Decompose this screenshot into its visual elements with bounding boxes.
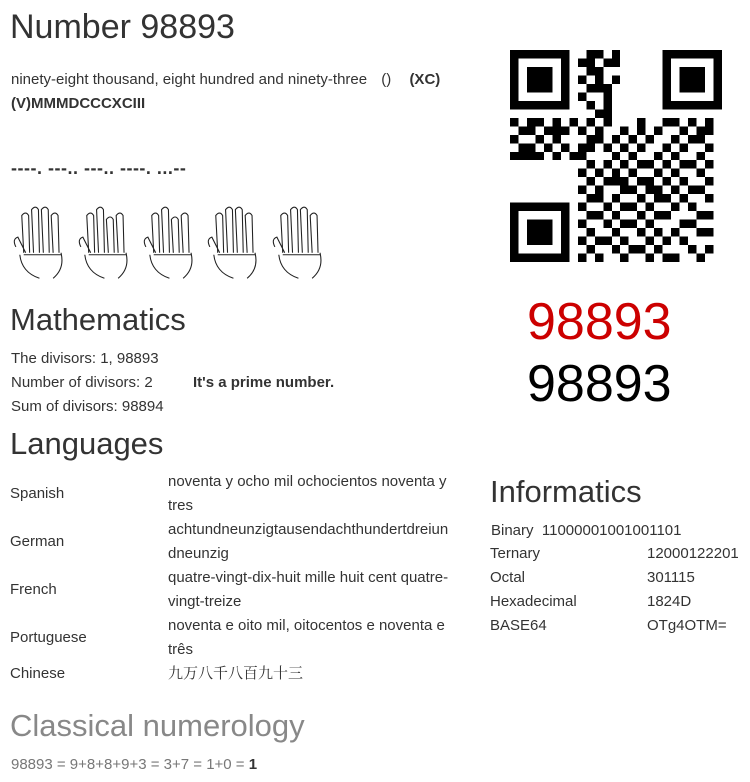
language-name: Portuguese: [10, 629, 87, 646]
translation-line: noventa e oito mil, oitocentos e noventa e: [168, 617, 445, 634]
language-row: [10, 662, 475, 686]
language-translation: [168, 614, 475, 662]
hand-sign-3: [269, 203, 330, 281]
number-of-divisors: Number of divisors: 2: [11, 374, 153, 391]
translation-line: noventa y ocho mil ochocientos noventa y: [168, 473, 447, 490]
language-row: [10, 470, 475, 518]
language-row: [10, 518, 475, 566]
binary-label: Binary: [491, 522, 534, 539]
hand-sign-9: [10, 203, 71, 281]
qr-finder-top-left: [510, 50, 569, 58]
informatics-row: [490, 614, 739, 638]
parens: (): [381, 71, 392, 88]
translation-line: achtundneunzigtausendachthundertdreiun: [168, 521, 449, 538]
informatics-key: Octal: [490, 569, 526, 586]
translation-line: quatre-vingt-dix-huit mille huit cent quatre-: [168, 569, 449, 586]
roman-numeral-part2: (V)MMMDCCCXCIII: [11, 95, 146, 112]
languages-heading: Languages: [10, 426, 164, 461]
language-name: Chinese: [10, 665, 66, 682]
informatics-row: [490, 590, 739, 614]
prime-note: It's a prime number.: [193, 374, 335, 391]
sign-language-hands: [10, 203, 330, 283]
sum-of-divisors: Sum of divisors: 98894: [11, 398, 164, 415]
hand-sign-8: [75, 203, 136, 281]
morse-code: ----. ---.. ---.. ----. ...--: [11, 158, 187, 178]
numerology-equation: [11, 756, 257, 773]
language-translation: [168, 470, 475, 518]
divisors-text: The divisors: 1, 98893: [11, 350, 159, 367]
translation-line: tres: [168, 497, 194, 514]
language-name: German: [10, 533, 65, 550]
qr-code: [510, 50, 722, 262]
language-row: [10, 566, 475, 614]
binary-value: 11000001001001101: [541, 522, 682, 539]
informatics-value: 301115: [647, 569, 695, 586]
mathematics-heading: Mathematics: [10, 302, 186, 337]
informatics-value: OTg4OTM=: [647, 617, 727, 634]
informatics-heading: Informatics: [490, 474, 642, 509]
informatics-key: Ternary: [490, 545, 541, 562]
languages-table: [10, 470, 475, 686]
informatics-row: [490, 566, 739, 590]
language-name: Spanish: [10, 485, 65, 502]
informatics-row: [490, 542, 739, 566]
translation-line: três: [168, 641, 194, 658]
big-number-red: 98893: [527, 293, 672, 351]
qr-finder-bottom-left: [510, 203, 569, 211]
informatics-value: 1824D: [647, 593, 692, 610]
translation-line: 九万八千八百九十三: [168, 665, 304, 682]
informatics-value: 12000122201: [647, 545, 739, 562]
roman-numeral-part1: (XC): [409, 71, 441, 88]
numerology-heading: Classical numerology: [10, 708, 305, 743]
language-name: French: [10, 581, 57, 598]
numerology-sum: 98893 = 9+8+8+9+3 = 3+7 = 1+0 =: [11, 756, 249, 773]
informatics-key: Hexadecimal: [490, 593, 577, 610]
number-words: [11, 71, 440, 89]
informatics-key: BASE64: [490, 617, 547, 634]
binary-row: [491, 522, 681, 539]
language-translation: [168, 662, 475, 686]
page-title: Number 98893: [10, 8, 235, 46]
translation-line: dneunzig: [168, 545, 229, 562]
qr-finder-top-right: [663, 50, 722, 58]
hand-sign-9: [204, 203, 265, 281]
language-translation: [168, 566, 475, 614]
translation-line: vingt-treize: [168, 593, 242, 610]
informatics-table: [490, 542, 739, 638]
hand-sign-8: [140, 203, 201, 281]
language-translation: [168, 518, 475, 566]
numerology-result: 1: [248, 756, 258, 773]
words-text: ninety-eight thousand, eight hundred and ninety-three: [11, 71, 368, 88]
language-row: [10, 614, 475, 662]
big-number-black: 98893: [527, 355, 672, 413]
